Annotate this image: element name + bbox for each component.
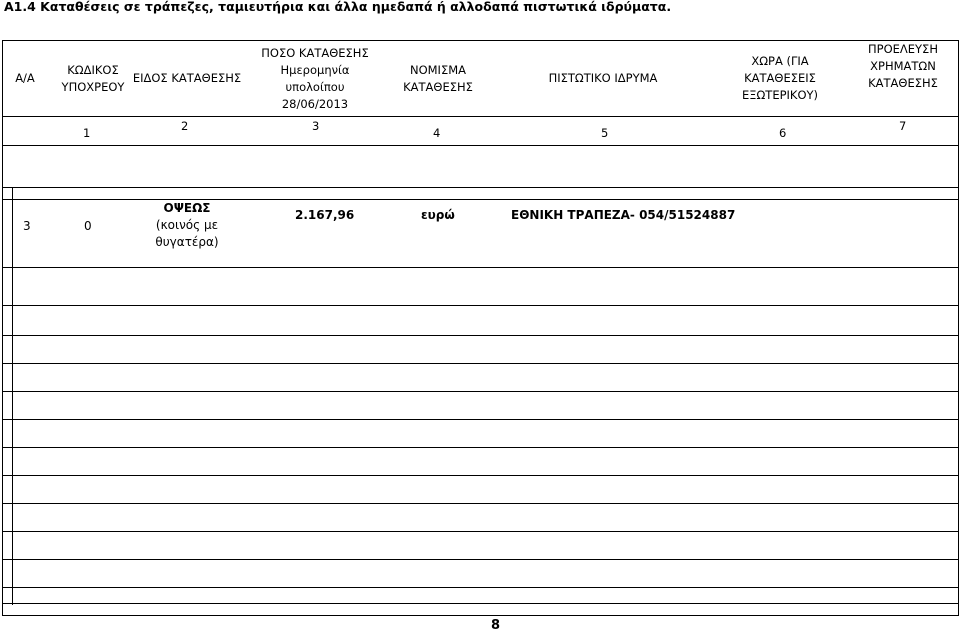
row-code: 0 (84, 219, 92, 233)
page-number: 8 (491, 618, 501, 633)
row-line (3, 363, 958, 364)
header-origin: ΠΡΟΕΛΕΥΣΗ ΧΡΗΜΑΤΩΝ ΚΑΤΑΘΕΣΗΣ (868, 41, 938, 90)
row-line (3, 603, 958, 604)
column-number: 3 (312, 119, 320, 133)
row-institution: ΕΘΝΙΚΗ ΤΡΑΠΕΖΑ- 054/51524887 (511, 208, 736, 222)
row-line (3, 419, 958, 420)
row-line (3, 531, 958, 532)
row-type: ΟΨΕΩΣ (κοινός με θυγατέρα) (155, 200, 219, 249)
header-currency: ΝΟΜΙΣΜΑ ΚΑΤΑΘΕΣΗΣ (403, 62, 473, 94)
row-currency: ευρώ (421, 208, 455, 222)
header-bottom-line (3, 116, 958, 117)
row-line (3, 267, 958, 268)
row-line (3, 391, 958, 392)
header-amount: ΠΟΣΟ ΚΑΤΑΘΕΣΗΣ Ημερομηνία υπολοίπου 28/06/2013 (261, 45, 369, 111)
row-line (3, 305, 958, 306)
row-line (3, 335, 958, 336)
row-line (3, 447, 958, 448)
column-number: 2 (181, 119, 189, 133)
row-amount: 2.167,96 (295, 208, 355, 222)
row-line (3, 475, 958, 476)
row-line (3, 187, 958, 188)
column-line (12, 187, 13, 605)
header-country: ΧΩΡΑ (ΓΙΑ ΚΑΤΑΘΕΣΕΙΣ ΕΞΩΤΕΡΙΚΟΥ) (741, 54, 819, 102)
section-title: Α1.4 Καταθέσεις σε τράπεζες, ταμιευτήρια και άλλα ημεδαπά ή αλλοδαπά πιστωτικά ιδρύματα. (4, 0, 672, 14)
header-aa: Α/Α (15, 71, 35, 85)
header-code: ΚΩΔΙΚΟΣ ΥΠΟΧΡΕΟΥ (61, 62, 125, 94)
column-number: 1 (83, 126, 91, 140)
column-number: 4 (433, 126, 441, 140)
column-number: 5 (601, 126, 609, 140)
header-type: ΕΙΔΟΣ ΚΑΤΑΘΕΣΗΣ (132, 71, 242, 85)
row-line (3, 199, 958, 200)
row-line (3, 559, 958, 560)
row-line (3, 587, 958, 588)
row-line (3, 503, 958, 504)
column-numbers-line (3, 145, 958, 146)
header-institution: ΠΙΣΤΩΤΙΚΟ ΙΔΡΥΜΑ (548, 71, 658, 85)
deposits-table (2, 40, 959, 616)
column-number: 7 (899, 119, 907, 133)
row-aa: 3 (23, 219, 31, 233)
column-number: 6 (779, 126, 787, 140)
